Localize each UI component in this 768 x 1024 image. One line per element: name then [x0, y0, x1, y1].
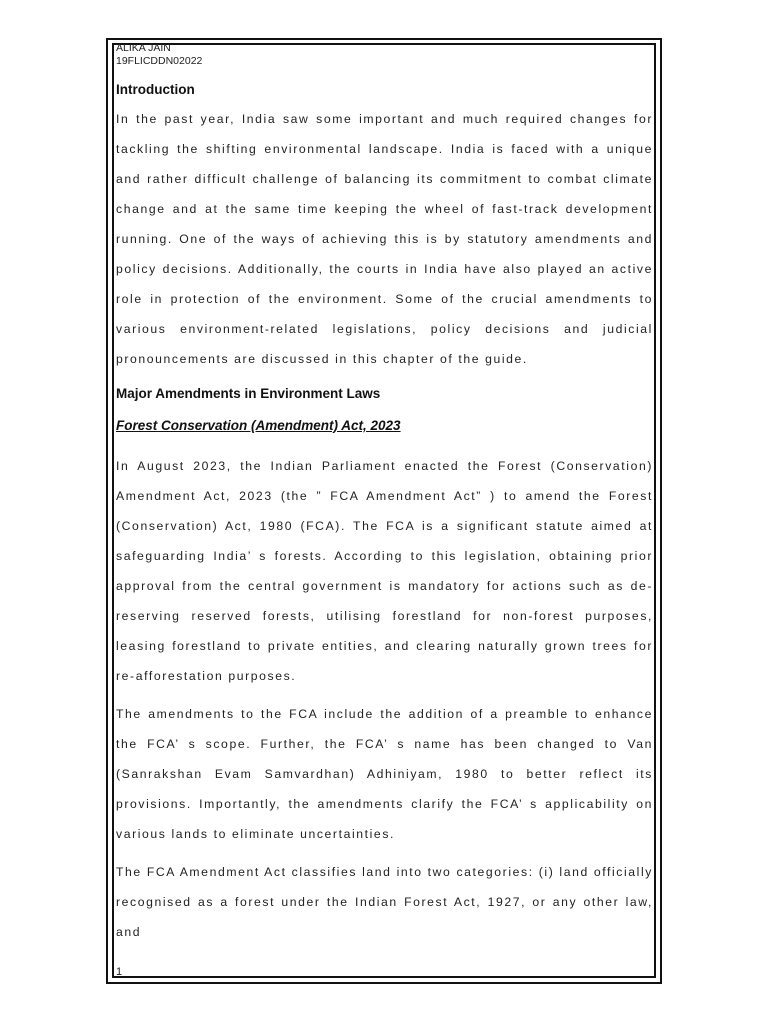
introduction-heading: Introduction — [116, 82, 195, 97]
author-name: ALIKA JAIN — [116, 42, 171, 54]
forest-act-paragraph-3: The FCA Amendment Act classifies land into two categories: (i) land officially recognised as a forest under the Indian Forest Act, 1927, or any other law, and — [116, 865, 653, 939]
page-number: 1 — [116, 966, 123, 978]
forest-act-paragraph-1: In August 2023, the Indian Parliament enacted the Forest (Conservation) Amendment Act, 2023 (the ” FCA Amendment Act” ) to amend the Forest (Conservation) Act, 1980 (FCA). The FCA is a significant statute aimed at safeguarding India’ s forests. According to this legislation, obtaining prior approval from the central government is mandatory for actions such as de-reserving reserved forests, utilising forestland for non-forest purposes, leasing forestland to private entities, and clearing naturally grown trees for re-afforestation purposes. — [116, 459, 653, 683]
forest-act-paragraph-2: The amendments to the FCA include the addition of a preamble to enhance the FCA’ s scope. Further, the FCA’ s name has been changed to Van (Sanrakshan Evam Samvardhan) Adhiniyam, 1980 to better reflect its provisions. Importantly, the amendments clarify the FCA’ s applicability on various lands to eliminate uncertainties. — [116, 707, 653, 841]
major-amendments-heading: Major Amendments in Environment Laws — [116, 386, 381, 401]
introduction-paragraph: In the past year, India saw some important and much required changes for tackling the shifting environmental landscape. India is faced with a unique and rather difficult challenge of balancing its commitment to combat climate change and at the same time keeping the wheel of fast-track development running. One of the ways of achieving this is by statutory amendments and policy decisions. Additionally, the courts in India have also played an active role in protection of the environment. Some of the crucial amendments to various environment-related legislations, policy decisions and judicial pronouncements are discussed in this chapter of the guide. — [116, 112, 653, 366]
document-body — [116, 42, 653, 947]
forest-act-heading: Forest Conservation (Amendment) Act, 2023 — [116, 418, 401, 433]
author-id: 19FLICDDN02022 — [116, 55, 203, 67]
